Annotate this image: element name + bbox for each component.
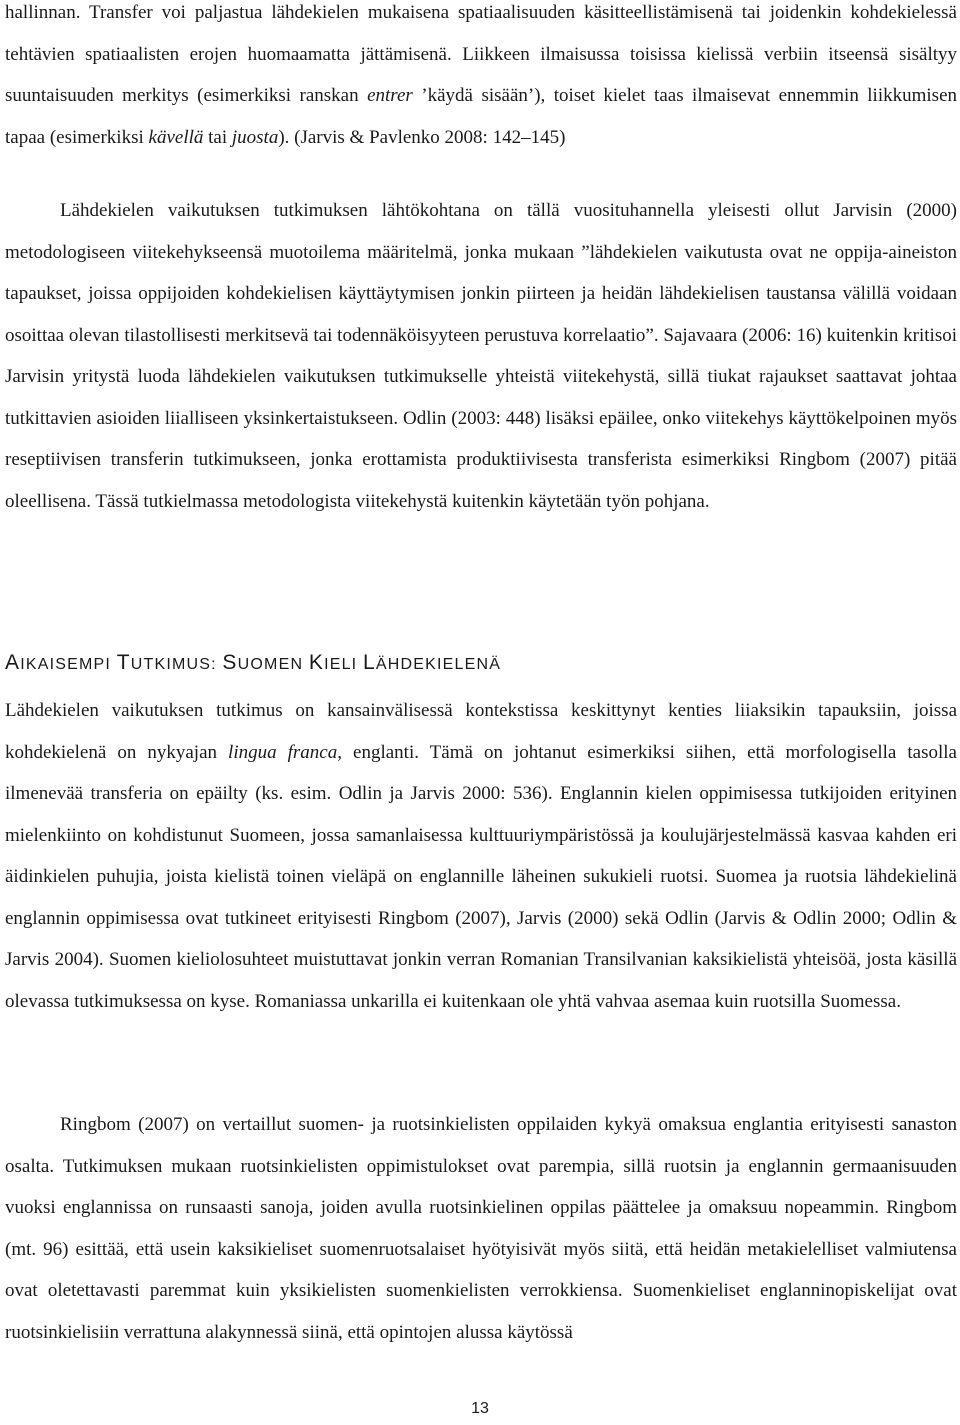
italic-term-entrer: entrer: [367, 85, 413, 106]
italic-term-kavella: kävellä: [148, 126, 204, 148]
italic-term-juosta: juosta: [231, 126, 279, 148]
text-run: , englanti. Tämä on johtanut esimerkiksi siihen, että morfologisella tasolla ilmenevää transferia on epäilty (ks. esim. Odlin ja Jarvis 2000: 536). Englannin kielen oppimisessa tutkijoiden erityinen mielenkiinto on kohdistunut Suomeen, jossa samanlaisessa kulttuuriympäristössä ja koulujärjestelmässä kasvaa kahden eri äidinkielen puhujia, joista kielistä toinen vieläpä on englannille läheinen sukukieli ruotsi. Suomea ja ruotsia lähdekielinä englannin oppimisessa ovat tutkineet erityisesti Ringbom (2007), Jarvis (2000) sekä Odlin (Jarvis & Odlin 2000; Odlin & Jarvis 2004). Suomen kieliolosuhteet muistuttavat jonkin verran Romanian Transilvanian kaksikielistä yhteisöä, josta käsillä olevassa tutkimuksessa on kyse. Romaniassa unkarilla ei kuitenkaan ole yhtä vahvaa asemaa kuin ruotsilla Suomessa.: [5, 741, 957, 1012]
paragraph-international-context: [5, 690, 957, 1022]
heading-rest: IKAISEMPI: [20, 656, 117, 673]
heading-rest: UOMEN: [237, 656, 309, 673]
text-run: tai: [203, 126, 232, 148]
heading-initial: A: [5, 651, 21, 674]
heading-rest: IELI: [324, 656, 363, 673]
heading-separator: :: [211, 656, 223, 673]
paragraph-spatial-transfer: [5, 0, 957, 158]
heading-rest: UTKIMUS: [130, 656, 212, 673]
text-run: ). (Jarvis & Pavlenko 2008: 142–145): [278, 126, 566, 148]
text-run: ’käydä sisään’), toiset kielet taas ilmaisevat ennemmin liikkumisen tapaa (esimerkiksi: [5, 85, 958, 148]
heading-initial: S: [222, 651, 238, 674]
text-run: hallinnan. Transfer voi paljastua lähdekielen mukaisena spatiaalisuuden käsitteellistämisenä tai joidenkin kohdekielessä tehtävien spatiaalisten erojen huomaamatta jättämisenä. Liikkeen ilmaisussa toisissa kielissä verbiin itseensä sisältyy suuntaisuuden merkitys (esimerkiksi ranskan: [5, 2, 957, 106]
heading-initial: K: [308, 651, 325, 674]
heading-rest: ÄHDEKIELENÄ: [375, 656, 502, 673]
section-heading: [5, 648, 501, 680]
text-run: Lähdekielen vaikutuksen tutkimus on kansainvälisessä kontekstissa keskittynyt kenties liiaksikin tapauksiin, joissa kohdekielenä on nykyajan: [5, 700, 957, 763]
paragraph-ringbom: Ringbom (2007) on vertaillut suomen- ja ruotsinkielisten oppilaiden kykyä omaksua englantia erityisesti sanaston osalta. Tutkimuksen mukaan ruotsinkielisten oppimistulokset ovat parempia, sillä ruotsin ja englannin germaanisuuden vuoksi englannissa on runsaasti sanoja, joiden avulla ruotsinkielinen oppilas päättelee ja omaksuu nopeammin. Ringbom (mt. 96) esittää, että usein kaksikieliset suomenruotsalaiset hyötyisivät myös siitä, että heidän metakielelliset valmiutensa ovat oletettavasti paremmat kuin yksikielisten suomenkielisten verrokkiensa. Suomenkieliset englanninopiskelijat ovat ruotsinkielisiin verrattuna alakynnessä siinä, että opintojen alussa käytössä: [5, 1114, 957, 1343]
heading-initial: T: [116, 651, 131, 674]
paragraph-jarvis-framework: Lähdekielen vaikutuksen tutkimuksen lähtökohtana on tällä vuosituhannella yleisesti ollut Jarvisin (2000) metodologiseen viitekehykseensä muotoilema määritelmä, jonka mukaan ”lähdekielen vaikutusta ovat ne oppija-aineiston tapaukset, joissa oppijoiden kohdekielisen käyttäytymisen jonkin piirteen ja heidän lähdekielisen taustansa välillä voidaan osoittaa olevan tilastollisesti merkitsevä tai todennäköisyyteen perustuva korrelaatio”. Sajavaara (2006: 16) kuitenkin kritisoi Jarvisin yritystä luoda lähdekielen vaikutuksen tutkimukselle yhteistä viitekehystä, sillä tiukat rajaukset saattavat johtaa tutkittavien asioiden liialliseen yksinkertaistukseen. Odlin (2003: 448) lisäksi epäilee, onko viitekehys käyttökelpoinen myös reseptiivisen transferin tutkimukseen, jonka erottamista produktiivisesta transferista esimerkiksi Ringbom (2007) pitää oleellisena. Tässä tutkielmassa metodologista viitekehystä kuitenkin käytetään työn pohjana.: [5, 200, 957, 512]
italic-term-lingua-franca: lingua franca: [228, 741, 338, 763]
page-number: 13: [471, 1400, 489, 1417]
heading-initial: L: [362, 651, 376, 674]
